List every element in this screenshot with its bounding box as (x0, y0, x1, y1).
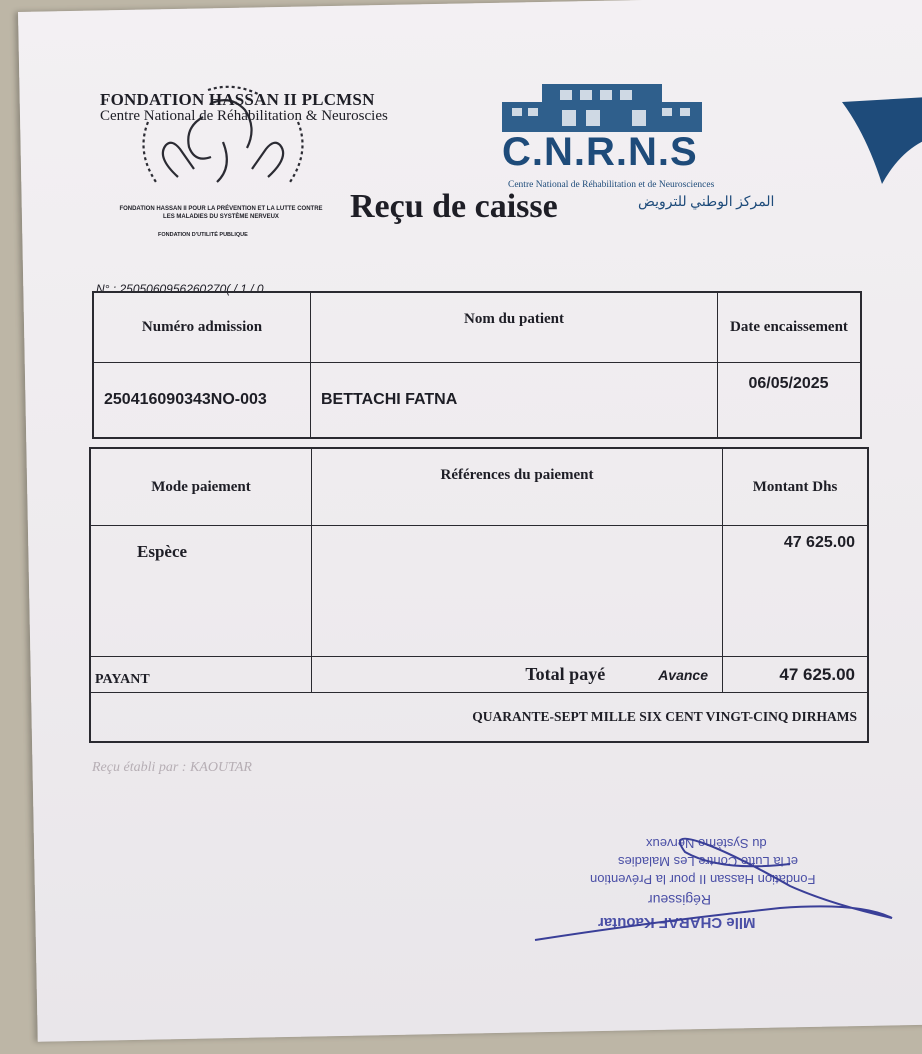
payment-amount: 47 625.00 (723, 526, 869, 657)
document-title: Reçu de caisse (350, 188, 558, 225)
header-amount: Montant Dhs (723, 448, 869, 526)
admission-number: 250416090343NO-003 (93, 362, 311, 438)
payment-table (89, 447, 869, 743)
foundation-caption-2: FONDATION D'UTILITÉ PUBLIQUE (158, 232, 248, 238)
stamp-name: Mlle CHARAF Kaoutar (598, 914, 756, 931)
foundation-subtitle: Centre National de Réhabilitation & Neuroscies (100, 108, 388, 124)
cnrns-arabic-text: المركز الوطني للترويض (638, 195, 775, 210)
signature-icon (530, 822, 910, 952)
corner-logo-icon (836, 94, 922, 194)
building-logo-icon (502, 78, 702, 134)
avance-label: Avance (658, 667, 708, 684)
foundation-title: FONDATION HASSAN II PLCMSN (100, 90, 375, 109)
header-mode: Mode paiement (90, 448, 312, 526)
payment-date: 06/05/2025 (718, 362, 862, 438)
header-reference: Références du paiement (312, 448, 723, 526)
issued-by: Reçu établi par : KAOUTAR (92, 760, 252, 775)
stamp-line-1: Fondation Hassan II pour la Prévention (590, 872, 816, 887)
cnrns-subtitle: Centre National de Réhabilitation et de Neurosciences (508, 180, 715, 190)
header-patient: Nom du patient (311, 292, 718, 362)
payment-mode: Espèce (90, 526, 312, 657)
stamp-line-2: et la Lutte Contre Les Maladies (618, 854, 798, 869)
foundation-caption: FONDATION HASSAN II POUR LA PRÉVENTION ET LA LUTTE CONTRE LES MALADIES DU SYSTÈME NERVEUX (119, 206, 323, 220)
cnrns-logo-text: C.N.R.N.S (502, 130, 698, 174)
stamp (538, 832, 908, 952)
total-amount: 47 625.00 (723, 656, 869, 693)
header-date: Date encaissement (718, 292, 862, 362)
header-admission: Numéro admission (93, 292, 311, 362)
receipt-number: N° : 2505060956260270( / 1 / 0 (96, 282, 264, 296)
payment-status: PAYANT (90, 656, 312, 693)
receipt-paper (18, 0, 922, 1042)
patient-table (92, 291, 862, 439)
stamp-role: Régisseur (648, 892, 712, 908)
total-label: Total payé (525, 664, 606, 685)
patient-name: BETTACHI FATNA (311, 362, 718, 438)
payment-reference (312, 526, 723, 657)
stamp-line-3: du Système Nerveux (646, 836, 767, 851)
amount-in-words: QUARANTE-SEPT MILLE SIX CENT VINGT-CINQ DIRHAMS (90, 693, 868, 742)
